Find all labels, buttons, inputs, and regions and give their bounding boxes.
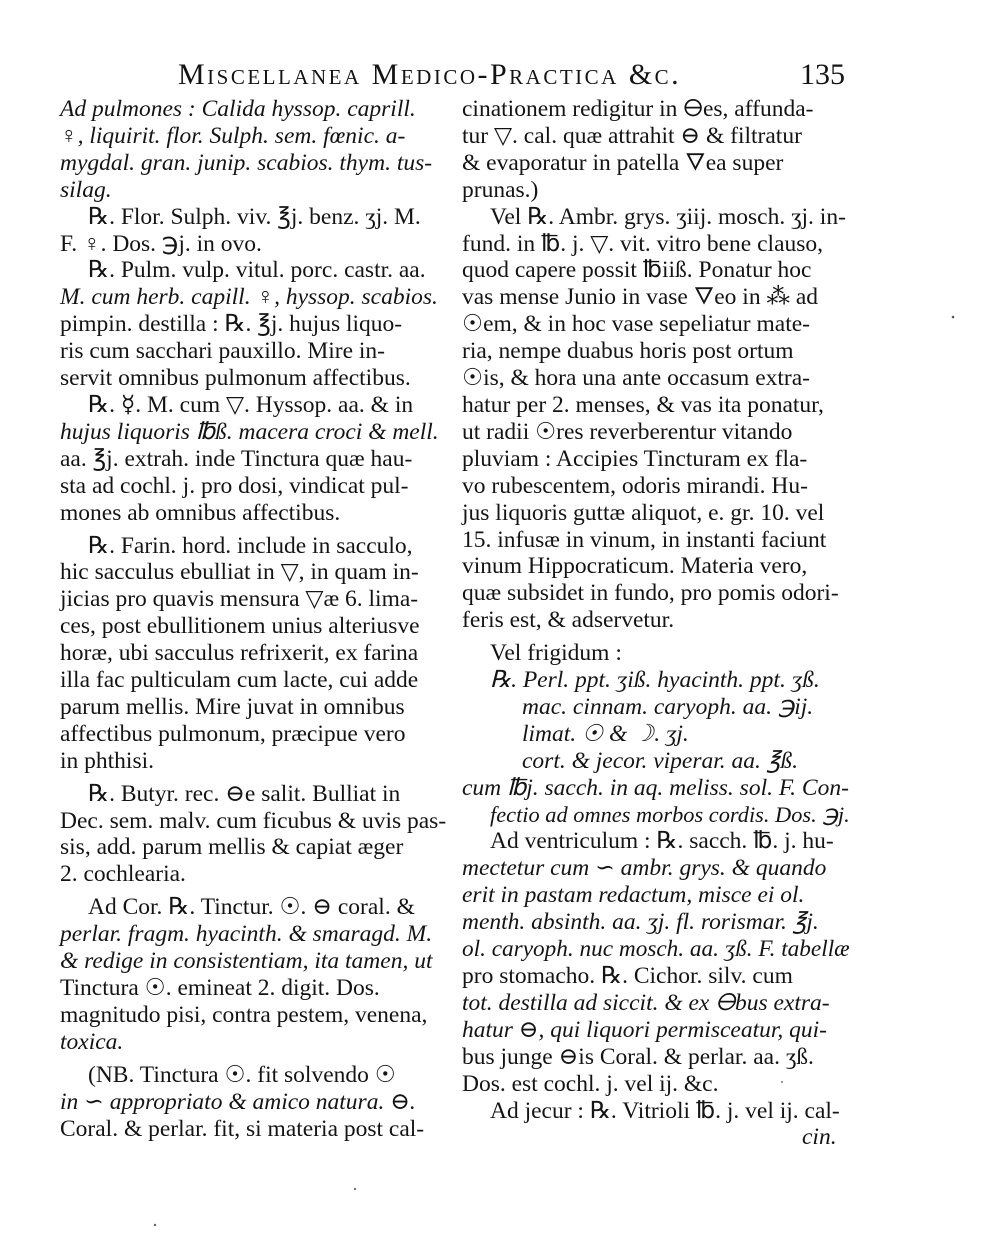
text-line: mones ab omnibus affectibus. [60,499,341,526]
text-line: vas mense Junio in vase 🜄eo in ⁂ ad [462,284,818,311]
text-line: F. ♀. Dos. ℈j. in ovo. [60,230,262,257]
text-line: pro stomacho. ℞. Cichor. silv. cum [462,963,793,989]
text-line: servit omnibus pulmonum affectibus. [60,365,411,392]
text-line: affectibus pulmonum, præcipue vero [60,720,406,747]
text-line: Ad jecur : ℞. Vitrioli ℔. j. vel ij. cal- [490,1097,840,1124]
text-line: ria, nempe duabus horis post ortum [462,338,794,365]
text-line: ol. caryoph. nuc mosch. aa. ʒß. F. tabellæ [462,936,850,963]
text-line: in phthisi. [60,747,155,774]
text-line: 15. infusæ in vinum, in instanti faciunt [462,526,827,553]
page-number: 135 [800,58,845,91]
text-line: silag. [60,176,112,203]
running-header [0,52,1000,96]
text-line: tur ▽. cal. quæ attrahit ⊖ & filtratur [462,122,802,149]
text-line: hatur ⊖, qui liquori permisceatur, qui- [462,1016,828,1043]
left-column [60,96,452,1142]
text-line: quæ subsidet in fundo, pro pomis odori- [462,580,839,607]
text-line: prunas.) [462,176,539,203]
text-line: jicias pro quavis mensura ▽æ 6. lima- [60,586,419,613]
text-line: (NB. Tinctura ☉. fit solvendo ☉ [88,1061,396,1088]
text-line: Dec. sem. malv. cum ficubus & uvis pas- [60,807,447,834]
text-line: feris est, & adservetur. [462,607,675,634]
text-line: magnitudo pisi, contra pestem, venena, [60,1001,428,1028]
text-line: & evaporatur in patella 🜄ea super [462,149,784,176]
text-line: sis, add. parum mellis & capiat æger [60,834,404,861]
text-line: fund. in ℔. j. ▽. vit. vitro bene clauso, [462,230,824,257]
text-line: hic sacculus ebulliat in ▽, in quam in- [60,559,419,586]
text-line: cort. & jecor. viperar. aa. ℥ß. [522,747,798,774]
text-line: in ∽ appropriato & amico natura. ⊖. [60,1088,416,1115]
text-line: erit in pastam redactum, misce ei ol. [462,882,805,909]
text-line: ☉is, & hora una ante occasum extra- [462,365,810,392]
text-line: toxica. [60,1028,124,1055]
text-line: aa. ℥j. extrah. inde Tinctura quæ hau- [60,445,413,472]
text-line: & redige in consistentiam, ita tamen, ut [60,948,433,975]
text-line: ℞. Pulm. vulp. vitul. porc. castr. aa. [88,257,426,284]
text-line: Ad Cor. ℞. Tinctur. ☉. ⊖ coral. & [88,894,415,921]
text-line: jus liquoris guttæ aliquot, e. gr. 10. vel [462,499,825,526]
text-line: cum ℔j. sacch. in aq. meliss. sol. F. Con- [462,774,849,801]
text-line: vinum Hippocraticum. Materia vero, [462,553,808,580]
text-line: Ad ventriculum : ℞. sacch. ℔. j. hu- [490,828,834,855]
text-line: hujus liquoris ℔ß. macera croci & mell. [60,418,439,445]
text-line: ☉em, & in hoc vase sepeliatur mate- [462,311,810,338]
text-line: Dos. est cochl. j. vel ij. &c. [462,1070,719,1097]
ink-speck [952,316,955,319]
text-line: mectetur cum ∽ ambr. grys. & quando [462,855,827,882]
text-line: ℞. Farin. hord. include in sacculo, [88,532,413,559]
text-line: 2. cochlearia. [60,861,186,888]
text-line: perlar. fragm. hyacinth. & smaragd. M. [60,921,433,948]
text-line: tot. destilla ad siccit. & ex 🜔bus extra- [462,989,830,1016]
right-column [462,96,850,1151]
text-line: hatur per 2. menses, & vas ita ponatur, [462,391,824,418]
text-line: ℞. Perl. ppt. ʒiß. hyacinth. ppt. ʒß. [490,667,820,694]
text-line: pluviam : Accipies Tincturam ex fla- [462,445,808,472]
text-line: ut radii ☉res reverberentur vitando [462,418,793,445]
text-line: Ad pulmones : Calida hyssop. caprill. [60,96,416,122]
text-line: ℞. Flor. Sulph. viv. ℥j. benz. ʒj. M. [88,203,421,230]
text-line: quod capere possit ℔iiß. Ponatur hoc [462,257,812,284]
text-line: Coral. & perlar. fit, si materia post cal- [60,1115,425,1142]
text-line: sta ad cochl. j. pro dosi, vindicat pul- [60,472,409,499]
text-line: ces, post ebullitionem unius alteriusve [60,613,420,640]
text-line: ℞. Butyr. rec. ⊖e salit. Bulliat in [88,780,401,807]
text-line: vo rubescentem, odoris mirandi. Hu- [462,472,808,499]
text-line: limat. ☉ & ☽. ʒj. [522,720,689,747]
text-line: parum mellis. Mire juvat in omnibus [60,693,405,720]
catchword: cin. [802,1124,837,1151]
text-line: Vel frigidum : [490,640,622,667]
text-line: illa fac pulticulam cum lacte, cui adde [60,667,419,694]
ink-speck [354,1188,356,1190]
running-title: Miscellanea Medico-Practica &c. [178,58,682,91]
text-line: Vel ℞. Ambr. grys. ʒiij. mosch. ʒj. in- [490,203,846,230]
text-line: M. cum herb. capill. ♀, hyssop. scabios. [60,284,438,311]
text-line: Tinctura ☉. emineat 2. digit. Dos. [60,975,380,1001]
text-line: mac. cinnam. caryoph. aa. ℈ij. [522,693,814,720]
ink-speck [154,1224,156,1226]
text-line: cinationem redigitur in 🜔es, affunda- [462,96,814,122]
text-line: fectio ad omnes morbos cordis. Dos. ℈j. [490,801,850,827]
text-line: menth. absinth. aa. ʒj. fl. rorismar. ℥j. [462,909,819,936]
text-line: ℞. ☿. M. cum ▽. Hyssop. aa. & in [88,391,414,418]
text-line: ris cum sacchari pauxillo. Mire in- [60,338,385,365]
text-line: ♀, liquirit. flor. Sulph. sem. fœnic. a- [60,122,406,149]
text-line: horæ, ubi sacculus refrixerit, ex farina [60,640,419,667]
text-line: mygdal. gran. junip. scabios. thym. tus- [60,149,433,176]
text-line: pimpin. destilla : ℞. ℥j. hujus liquo- [60,311,403,338]
text-line: bus junge ⊖is Coral. & perlar. aa. ʒß. [462,1043,814,1070]
